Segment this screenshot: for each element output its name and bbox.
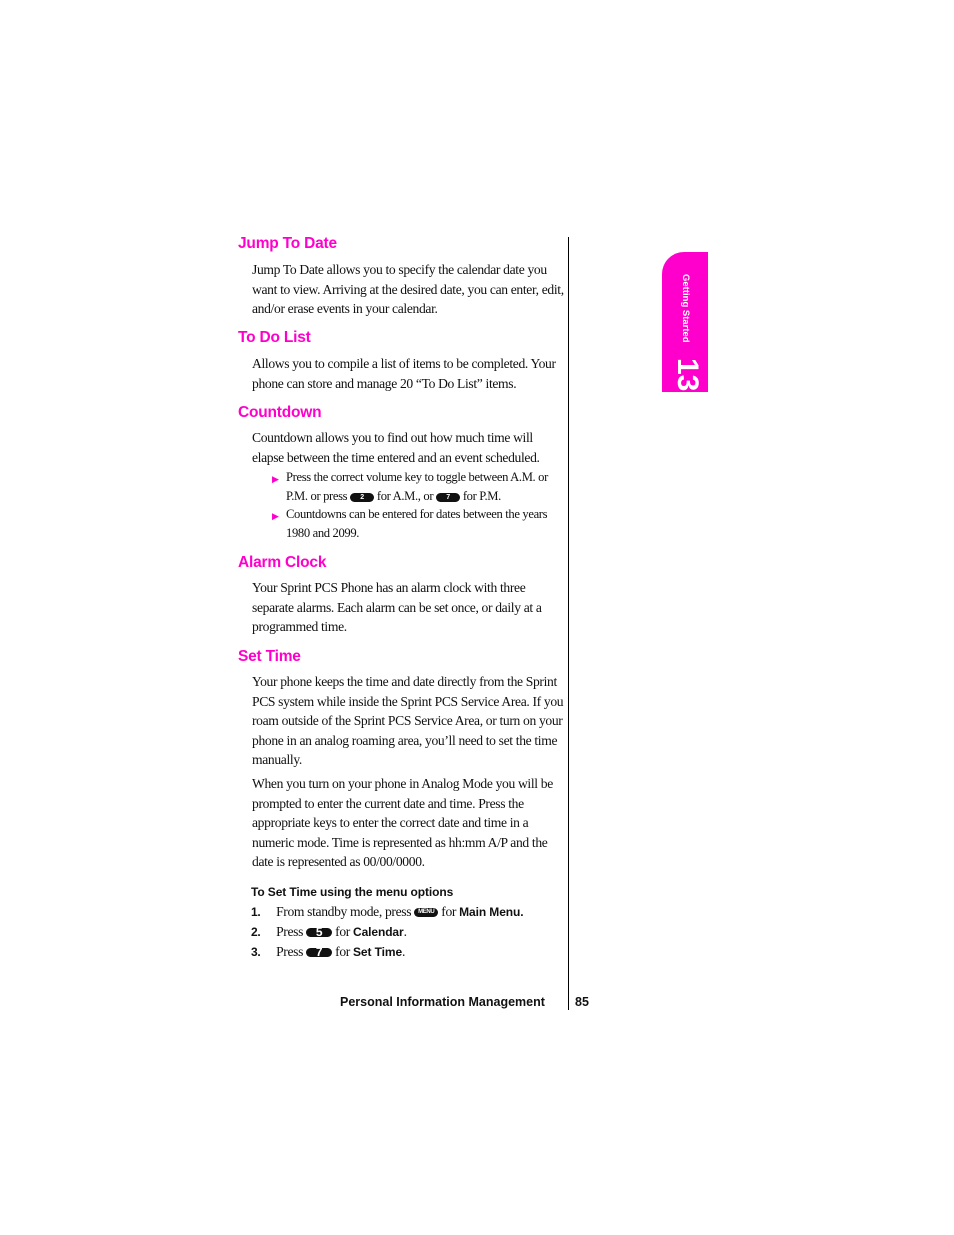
step-text: . <box>403 924 407 939</box>
step-text: for <box>335 924 350 939</box>
bullet-1-mid: for A.M., or <box>376 489 434 503</box>
step-text: for <box>335 944 350 959</box>
step-target: Set Time <box>353 945 403 959</box>
paragraph-set-time-2: When you turn on your phone in Analog Mode you will be prompted to enter the current date and time. Press the appropriate keys to enter the correct date and time in a numeric mode. Time is represented as hh:mm A/P and the date is represented as 00/00/0000. <box>252 776 553 870</box>
chapter-number: 13 <box>671 358 704 392</box>
page-number: 85 <box>575 995 589 1009</box>
column-divider <box>568 237 569 1010</box>
step-text: From standby mode, press <box>276 904 412 919</box>
bullet-1-post: for P.M. <box>462 489 501 503</box>
bullet-arrow-icon: ▶ <box>272 511 279 521</box>
procedure-step-1 <box>251 902 523 922</box>
countdown-bullet-1 <box>272 468 564 506</box>
paragraph-set-time-1: Your phone keeps the time and date directly from the Sprint PCS system while inside the Sprint PCS Service Area. If you roam outside of the Sprint PCS Service Area, or turn on your phone in an analog roaming area, you’ll need to set the time manually. <box>252 674 564 768</box>
heading-countdown: Countdown <box>238 404 322 421</box>
bullet-2-text: Countdowns can be entered for dates between the years 1980 and 2099. <box>286 507 548 540</box>
heading-alarm-clock: Alarm Clock <box>238 554 327 571</box>
procedure-step-2 <box>251 922 407 942</box>
procedure-title: To Set Time using the menu options <box>251 885 454 899</box>
step-number: 3. <box>251 945 261 959</box>
key-7-icon: 7 <box>436 493 460 502</box>
bullet-1-pre: P.M. or press <box>286 489 348 503</box>
step-number: 2. <box>251 925 261 939</box>
heading-set-time: Set Time <box>238 648 301 665</box>
paragraph-to-do-list: Allows you to compile a list of items to be completed. Your phone can store and manage 20 “To Do List” items. <box>252 356 556 391</box>
heading-jump-to-date: Jump To Date <box>238 235 337 252</box>
chapter-tab <box>662 252 708 392</box>
bullet-arrow-icon: ▶ <box>272 474 279 484</box>
paragraph-alarm-clock: Your Sprint PCS Phone has an alarm clock with three separate alarms. Each alarm can be set once, or daily at a programmed time. <box>252 580 542 635</box>
bullet-1-line1: Press the correct volume key to toggle between A.M. or <box>286 470 548 484</box>
menu-key-icon: MENU <box>414 908 438 917</box>
key-2-icon: 2 <box>350 493 374 502</box>
paragraph-countdown: Countdown allows you to find out how much time will elapse between the time entered and an event scheduled. <box>252 430 540 465</box>
step-text: for <box>441 904 457 919</box>
procedure-step-3 <box>251 942 405 962</box>
step-target: Main Menu. <box>459 905 524 919</box>
step-number: 1. <box>251 905 261 919</box>
step-text: . <box>402 944 406 959</box>
heading-to-do-list: To Do List <box>238 329 311 346</box>
countdown-bullet-2 <box>272 505 560 543</box>
paragraph-jump-to-date: Jump To Date allows you to specify the calendar date you want to view. Arriving at the desired date, you can enter, edit, and/or erase events in your calendar. <box>252 262 564 317</box>
key-7-icon: 7 <box>306 948 332 957</box>
step-target: Calendar <box>353 925 404 939</box>
step-text: Press <box>276 924 304 939</box>
step-text: Press <box>276 944 304 959</box>
footer-section-title: Personal Information Management <box>340 995 545 1009</box>
chapter-tab-label: Getting Started <box>680 274 691 343</box>
key-5-icon: 5 <box>306 928 332 937</box>
